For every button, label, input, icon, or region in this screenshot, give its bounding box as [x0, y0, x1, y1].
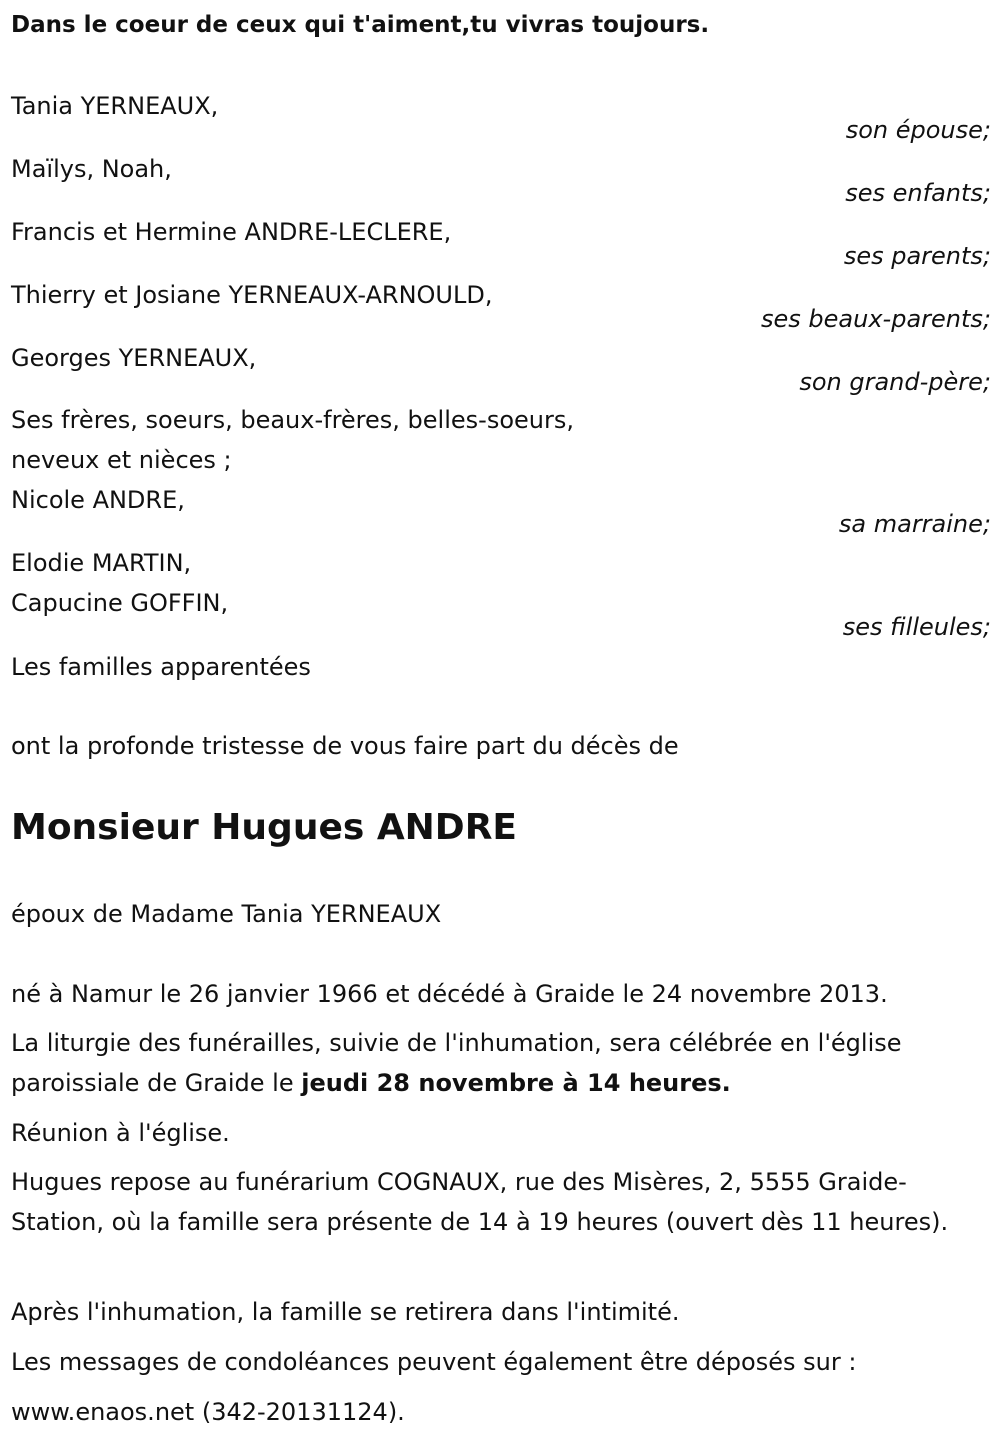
family-role: sa marraine; — [838, 510, 991, 538]
condolences-line: Les messages de condoléances peuvent également être déposés sur : — [11, 1348, 857, 1376]
rest-place-paragraph: Hugues repose au funérarium COGNAUX, rue des Misères, 2, 5555 Graide-Station, où la famille sera présente de 14 à 19 heures (ouvert dès 11 heures). — [11, 1168, 949, 1236]
family-entry-children — [11, 149, 991, 205]
family-entry-godmother — [11, 480, 991, 536]
family-entry-grandfather — [11, 338, 991, 394]
family-entry-parents-in-law — [11, 275, 991, 331]
family-entry-spouse — [11, 86, 991, 142]
family-names: Georges YERNEAUX, — [11, 344, 257, 372]
family-role: son grand-père; — [799, 368, 991, 396]
meeting-line: Réunion à l'église. — [11, 1119, 230, 1147]
siblings-line-2: neveux et nièces ; — [11, 446, 232, 474]
spouse-line: époux de Madame Tania YERNEAUX — [11, 900, 442, 928]
family-names: Nicole ANDRE, — [11, 486, 185, 514]
family-entry-goddaughters — [11, 583, 991, 639]
funeral-text: La liturgie des funérailles, suivie de l'inhumation, sera célébrée en l'église paroissiale de Graide le — [11, 1029, 902, 1097]
family-role: ses beaux-parents; — [761, 305, 991, 333]
family-role: ses parents; — [843, 242, 991, 270]
family-names: Maïlys, Noah, — [11, 155, 172, 183]
siblings-line-1: Ses frères, soeurs, beaux-frères, belles-soeurs, — [11, 406, 574, 434]
condolences-website: www.enaos.net (342-20131124). — [11, 1398, 405, 1426]
funeral-date: jeudi 28 novembre à 14 heures. — [301, 1069, 731, 1097]
family-role: son épouse; — [845, 116, 991, 144]
funeral-paragraph — [11, 1023, 991, 1103]
family-role: ses enfants; — [845, 179, 991, 207]
family-entry-parents — [11, 212, 991, 268]
family-names: Capucine GOFFIN, — [11, 589, 229, 617]
family-names: Tania YERNEAUX, — [11, 92, 219, 120]
epitaph-heading: Dans le coeur de ceux qui t'aiment,tu vivras toujours. — [11, 12, 710, 38]
family-role: ses filleules; — [842, 613, 991, 641]
birth-death-line: né à Namur le 26 janvier 1966 et décédé à Graide le 24 novembre 2013. — [11, 980, 888, 1008]
deceased-name: Monsieur Hugues ANDRE — [11, 807, 518, 848]
goddaughter-name-1: Elodie MARTIN, — [11, 549, 192, 577]
family-names: Francis et Hermine ANDRE-LECLERE, — [11, 218, 452, 246]
related-families: Les familles apparentées — [11, 653, 311, 681]
announcement-text: ont la profonde tristesse de vous faire part du décès de — [11, 732, 679, 760]
after-burial-line: Après l'inhumation, la famille se retirera dans l'intimité. — [11, 1298, 680, 1326]
family-names: Thierry et Josiane YERNEAUX-ARNOULD, — [11, 281, 493, 309]
